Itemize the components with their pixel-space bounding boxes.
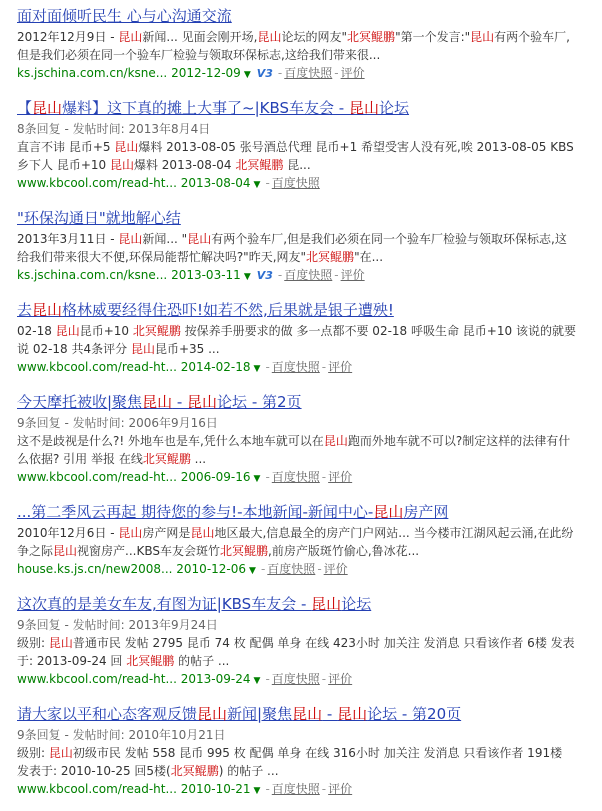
review-link[interactable]: 评价	[328, 360, 353, 374]
highlight-keyword: 昆山	[197, 705, 228, 723]
highlight-keyword: 昆山	[118, 526, 143, 540]
result-item	[17, 300, 602, 378]
text-segment: 地区最大,信息最全的房产门户网站... 当今楼市江湖风起云涌,在此纷争之际	[17, 526, 574, 558]
text-segment: 房产网是	[142, 526, 191, 540]
highlight-keyword: 昆山	[109, 158, 134, 172]
separator: -	[334, 268, 339, 282]
snapshot-link[interactable]: 百度快照	[267, 562, 316, 576]
result-abstract	[17, 524, 577, 560]
result-abstract	[17, 230, 577, 266]
result-date: 2013-03-11	[171, 268, 241, 282]
result-url: www.kbcool.com/read-ht...	[17, 470, 177, 484]
result-url-line	[17, 468, 602, 488]
text-segment: "第一个发言:"	[395, 30, 471, 44]
separator: -	[321, 470, 327, 484]
highlight-keyword: 昆山	[187, 232, 212, 246]
text-segment: 2010年12月6日 -	[17, 526, 119, 540]
text-segment: 2013年3月11日 -	[17, 232, 119, 246]
result-item	[17, 704, 602, 800]
text-segment: ...第二季风云再起 期待您的参与!-本地新闻-新闻中心-	[17, 503, 374, 521]
text-segment: -	[172, 393, 188, 411]
review-link[interactable]: 评价	[328, 672, 353, 686]
separator: -	[277, 66, 283, 80]
text-segment: 02-18	[17, 324, 56, 338]
result-title-link[interactable]	[17, 594, 589, 614]
text-segment: 论坛 - 第20页	[367, 705, 462, 723]
highlight-keyword: 昆山	[190, 526, 215, 540]
text-segment: 去	[17, 301, 33, 319]
highlight-keyword: 昆山	[114, 140, 139, 154]
v3-badge[interactable]: V3	[256, 67, 273, 80]
chevron-down-icon[interactable]: ▼	[253, 786, 261, 796]
result-item	[17, 6, 602, 84]
separator: -	[334, 66, 339, 80]
result-item	[17, 208, 602, 286]
snapshot-link[interactable]: 百度快照	[271, 782, 320, 796]
text-segment: ) 的帖子 ...	[218, 764, 279, 778]
separator: -	[260, 562, 266, 576]
result-url: www.kbcool.com/read-ht...	[17, 782, 177, 796]
chevron-down-icon[interactable]: ▼	[253, 676, 261, 686]
snapshot-link[interactable]: 百度快照	[271, 176, 320, 190]
result-item	[17, 392, 602, 488]
separator: -	[321, 672, 327, 686]
result-title-link[interactable]	[17, 208, 589, 228]
highlight-keyword: 昆山	[142, 393, 173, 411]
review-link[interactable]: 评价	[340, 66, 365, 80]
chevron-down-icon[interactable]: ▼	[253, 474, 261, 484]
result-url: www.kbcool.com/read-ht...	[17, 672, 177, 686]
result-title-link[interactable]	[17, 704, 589, 724]
text-segment: "在...	[354, 250, 384, 264]
highlight-keyword: 昆山	[337, 705, 368, 723]
review-link[interactable]: 评价	[323, 562, 348, 576]
text-segment: 论坛	[379, 99, 410, 117]
result-url-line	[17, 670, 602, 690]
text-segment: 新闻... 见面会刚开场,	[142, 30, 258, 44]
snapshot-link[interactable]: 百度快照	[284, 66, 333, 80]
result-date: 2014-02-18	[180, 360, 251, 374]
result-date: 2010-10-21	[180, 782, 251, 796]
result-item	[17, 594, 602, 690]
result-url-line	[17, 64, 602, 84]
result-url: ks.jschina.com.cn/ksne...	[17, 66, 168, 80]
separator: -	[277, 268, 283, 282]
highlight-keyword: 北冥鲲鹏	[219, 544, 268, 558]
result-url-line	[17, 560, 602, 580]
text-segment: 昆币+35 ...	[154, 342, 220, 356]
text-segment: 昆币+10	[79, 324, 133, 338]
highlight-keyword: 昆山	[48, 636, 73, 650]
highlight-keyword: 昆山	[118, 30, 143, 44]
highlight-keyword: 昆山	[323, 434, 348, 448]
result-meta: 9条回复 - 发帖时间: 2010年10月21日	[17, 728, 226, 742]
result-title-link[interactable]	[17, 6, 589, 26]
text-segment: ...	[190, 452, 207, 466]
snapshot-link[interactable]: 百度快照	[284, 268, 333, 282]
highlight-keyword: 北冥鲲鹏	[347, 30, 396, 44]
text-segment: 这不是歧视是什么?! 外地车也是车,凭什么本地车就可以在	[17, 434, 324, 448]
snapshot-link[interactable]: 百度快照	[271, 672, 320, 686]
highlight-keyword: 昆山	[32, 301, 63, 319]
result-meta: 9条回复 - 发帖时间: 2006年9月16日	[17, 416, 218, 430]
result-title-link[interactable]	[17, 392, 589, 412]
result-abstract	[17, 744, 577, 780]
result-title-link[interactable]	[17, 300, 589, 320]
highlight-keyword: 北冥鲲鹏	[126, 654, 175, 668]
result-item	[17, 98, 602, 194]
text-segment: 论坛 - 第2页	[217, 393, 302, 411]
chevron-down-icon[interactable]: ▼	[243, 272, 251, 282]
highlight-keyword: 北冥鲲鹏	[306, 250, 355, 264]
text-segment: 昆...	[283, 158, 311, 172]
result-url: www.kbcool.com/read-ht...	[17, 176, 177, 190]
separator: -	[317, 562, 322, 576]
result-meta: 8条回复 - 发帖时间: 2013年8月4日	[17, 122, 211, 136]
highlight-keyword: 北冥鲲鹏	[235, 158, 284, 172]
result-date: 2013-09-24	[180, 672, 251, 686]
result-abstract	[17, 432, 577, 468]
review-link[interactable]: 评价	[328, 782, 353, 796]
text-segment: 面对面倾听民生 心与心沟通交流	[17, 7, 232, 25]
text-segment: 爆料】这下真的摊上大事了~|KBS车友会 -	[62, 99, 349, 117]
text-segment: 2012年12月9日 -	[17, 30, 119, 44]
separator: -	[265, 176, 270, 190]
result-url: house.ks.js.cn/new2008...	[17, 562, 173, 576]
text-segment: 新闻|聚焦	[227, 705, 293, 723]
separator: -	[321, 782, 327, 796]
chevron-down-icon[interactable]: ▼	[253, 364, 261, 374]
text-segment: 级别:	[17, 636, 49, 650]
result-title-link[interactable]	[17, 98, 589, 118]
result-abstract	[17, 28, 577, 64]
highlight-keyword: 昆山	[32, 99, 63, 117]
result-meta: 9条回复 - 发帖时间: 2013年9月24日	[17, 618, 218, 632]
text-segment: 请大家以平和心态客观反馈	[17, 705, 198, 723]
review-link[interactable]: 评价	[340, 268, 365, 282]
text-segment: 爆料 2013-08-05 张号酒总代理 昆币+1 希望受害人没有死,唉 2013-08-05 KBS乡下人 昆币+10	[17, 140, 574, 172]
text-segment: 论坛的网友"	[281, 30, 348, 44]
highlight-keyword: 昆山	[470, 30, 495, 44]
snapshot-link[interactable]: 百度快照	[271, 470, 320, 484]
highlight-keyword: 昆山	[349, 99, 380, 117]
text-segment: 跑而外地车就不可以?制定这样的法律有什么依据? 引用 举报 在线	[17, 434, 571, 466]
text-segment: 初级市民 发帖 558 昆币 995 枚 配偶 单身 在线 316小时 加关注 发消息 只看该作者 191楼 发表于: 2010-10-25 回5楼(	[17, 746, 563, 778]
highlight-keyword: 昆山	[55, 324, 80, 338]
highlight-keyword: 昆山	[187, 393, 218, 411]
text-segment: 直言不讳 昆币+5	[17, 140, 115, 154]
separator: -	[321, 360, 327, 374]
highlight-keyword: 昆山	[257, 30, 282, 44]
text-segment: 有两个验车厂,但是我们必须在同一个验车厂检验与领取环保标志,这给我们带来很大不便,环保局能帮忙解决吗?"昨天,网友"	[17, 232, 567, 264]
highlight-keyword: 昆山	[118, 232, 143, 246]
highlight-keyword: 北冥鲲鹏	[142, 452, 191, 466]
text-segment: 按保养手册要求的做 多一点都不要 02-18 呼吸生命 昆币+10 该说的就要说 02-18 共4条评分	[17, 324, 576, 356]
highlight-keyword: 昆山	[48, 746, 73, 760]
separator: -	[265, 782, 270, 796]
chevron-down-icon[interactable]: ▼	[249, 566, 256, 576]
highlight-keyword: 昆山	[373, 503, 404, 521]
result-date: 2006-09-16	[180, 470, 251, 484]
result-url-line	[17, 266, 602, 286]
result-date: 2012-12-09	[171, 66, 241, 80]
separator: -	[265, 672, 270, 686]
v3-badge[interactable]: V3	[256, 269, 273, 282]
text-segment: "环保沟通日"就地解心结	[17, 209, 181, 227]
text-segment: 今天摩托被收|聚焦	[17, 393, 143, 411]
text-segment: -	[322, 705, 338, 723]
result-item	[17, 502, 602, 580]
text-segment: ,前房产版斑竹偷心,鲁冰花...	[268, 544, 420, 558]
highlight-keyword: 昆山	[292, 705, 323, 723]
result-abstract	[17, 634, 577, 670]
result-date: 2013-08-04	[180, 176, 251, 190]
result-url: www.kbcool.com/read-ht...	[17, 360, 177, 374]
highlight-keyword: 北冥鲲鹏	[132, 324, 181, 338]
separator: -	[265, 470, 270, 484]
snapshot-link[interactable]: 百度快照	[271, 360, 320, 374]
text-segment: 这次真的是美女车友,有图为证|KBS车友会 -	[17, 595, 312, 613]
text-segment: 爆料 2013-08-04	[133, 158, 236, 172]
separator: -	[265, 360, 270, 374]
text-segment: 有两个验车厂,但是我们必须在同一个验车厂检验与领取环保标志,这给我们带来很...	[17, 30, 570, 62]
text-segment: 格林威要经得住恐吓!如若不然,后果就是银子遭殃!	[62, 301, 394, 319]
chevron-down-icon[interactable]: ▼	[243, 70, 251, 80]
text-segment: 普通市民 发帖 2795 昆币 74 枚 配偶 单身 在线 423小时 加关注 发消息 只看该作者 6楼 发表于: 2013-09-24 回	[17, 636, 575, 668]
text-segment: 房产网	[403, 503, 449, 521]
result-abstract	[17, 322, 577, 358]
result-url-line	[17, 358, 602, 378]
highlight-keyword: 北冥鲲鹏	[170, 764, 219, 778]
highlight-keyword: 昆山	[53, 544, 78, 558]
text-segment: 论坛	[341, 595, 372, 613]
review-link[interactable]: 评价	[328, 470, 353, 484]
result-title-link[interactable]	[17, 502, 589, 522]
highlight-keyword: 昆山	[130, 342, 155, 356]
highlight-keyword: 昆山	[311, 595, 342, 613]
result-date: 2010-12-06	[176, 562, 247, 576]
result-url-line	[17, 174, 602, 194]
text-segment: 新闻... "	[142, 232, 188, 246]
text-segment: 的帖子 ...	[174, 654, 230, 668]
result-url: ks.jschina.com.cn/ksne...	[17, 268, 168, 282]
result-url-line	[17, 780, 602, 800]
text-segment: 视窗房产...KBS车友会斑竹	[77, 544, 220, 558]
text-segment: 【	[17, 99, 33, 117]
text-segment: 级别:	[17, 746, 49, 760]
result-abstract	[17, 138, 577, 174]
chevron-down-icon[interactable]: ▼	[253, 180, 261, 190]
